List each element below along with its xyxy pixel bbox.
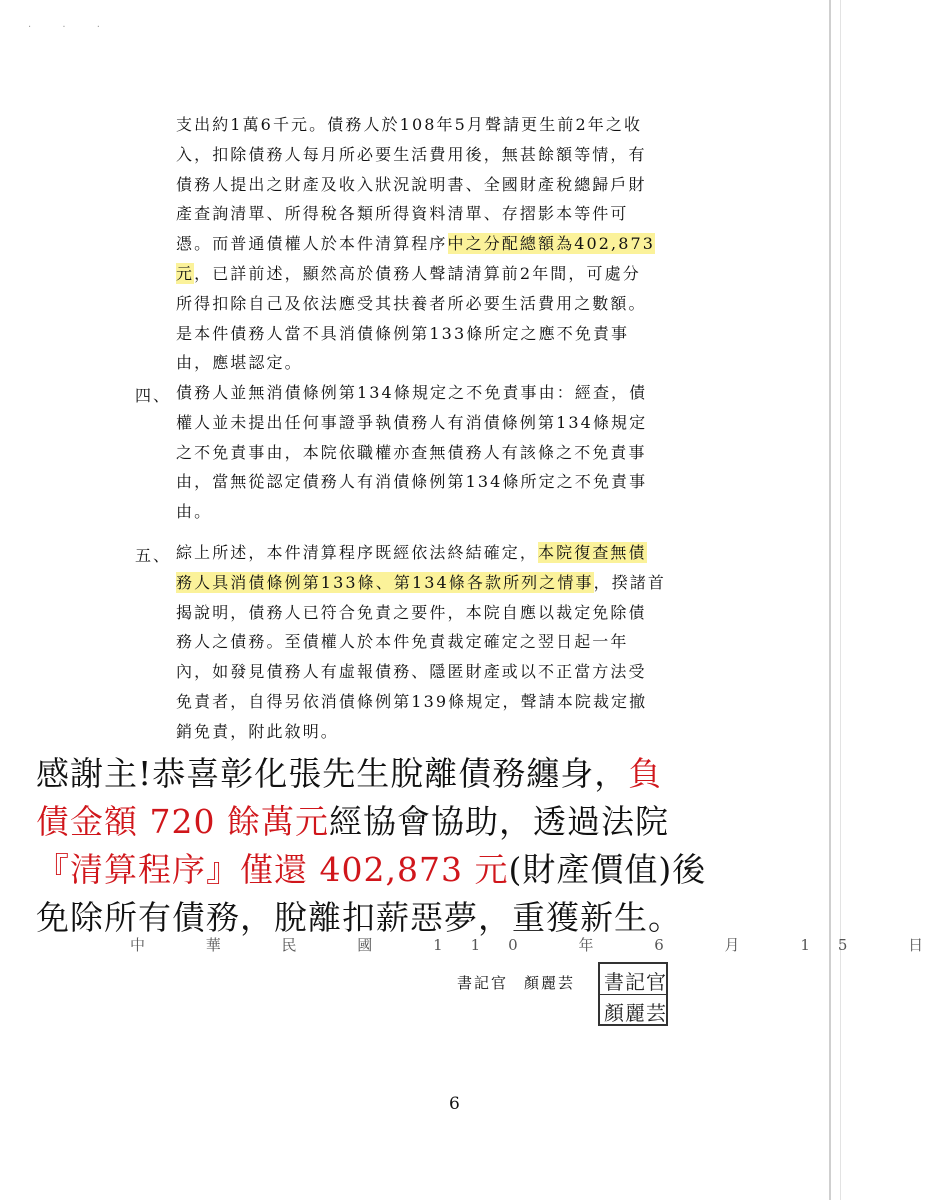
text-line: 產查詢清單、所得稅各類所得資料清單、存摺影本等件可 xyxy=(176,204,629,224)
text-line: 債務人提出之財產及收入狀況說明書、全國財產稅總歸戶財 xyxy=(176,174,647,194)
text-line xyxy=(176,229,655,259)
text-line xyxy=(176,568,666,598)
scan-marks: · · · xyxy=(28,22,114,33)
paragraph-item-5 xyxy=(176,538,666,747)
text-line: 銷免責，附此敘明。 xyxy=(176,721,339,741)
item-number-4: 四、 xyxy=(135,386,172,405)
highlighted-text: 本院復查無債 xyxy=(538,543,647,562)
text-line xyxy=(176,259,655,289)
page-right-border xyxy=(829,0,831,1200)
highlighted-text: 元 xyxy=(176,263,195,283)
announcement-text: 感謝主!恭喜彰化張先生脫離債務纏身， xyxy=(36,754,629,793)
item-number-5: 五、 xyxy=(135,546,172,565)
announcement-line-1 xyxy=(36,748,662,795)
text-run: ，揆諸首 xyxy=(593,572,666,592)
official-seal xyxy=(598,962,668,1026)
clerk-name: 顏麗芸 xyxy=(524,974,576,992)
page-number: 6 xyxy=(449,1094,460,1114)
seal-bottom-text: 顏麗芸 xyxy=(604,1001,667,1025)
text-line: 務人之債務。至債權人於本件免責裁定確定之翌日起一年 xyxy=(176,632,629,652)
highlighted-text: 中之分配總額為402,873 xyxy=(447,234,656,254)
announcement-line-2 xyxy=(36,796,669,843)
paragraph-continued xyxy=(176,110,655,378)
text-line: 由，應堪認定。 xyxy=(176,353,303,373)
text-line: 權人並未提出任何事證爭執債務人有消債條例第134條規定 xyxy=(176,412,648,432)
announcement-text: (財產價值)後 xyxy=(508,850,707,889)
announcement-overlay xyxy=(14,744,814,937)
announcement-red-text: 債金額 720 餘萬元 xyxy=(36,802,329,841)
announcement-line-4 xyxy=(36,892,682,939)
highlighted-text: 務人具消債條例第133條、第134條各款所列之情事 xyxy=(176,572,594,592)
text-line: 債務人並無消債條例第134條規定之不免責事由：經查，債 xyxy=(176,383,648,402)
announcement-red-text: 負 xyxy=(628,754,663,793)
announcement-text: 經協會協助，透過法院 xyxy=(328,802,669,841)
text-line: 免責者，自得另依消債條例第139條規定，聲請本院裁定撤 xyxy=(176,691,648,711)
text-run: 憑。而普通債權人於本件清算程序 xyxy=(176,234,448,254)
text-line: 內，如發見債務人有虛報債務、隱匿財產或以不正當方法受 xyxy=(176,662,647,682)
text-line xyxy=(176,538,666,568)
text-line: 是本件債務人當不具消債條例第133條所定之應不免責事 xyxy=(176,323,630,343)
text-line: 支出約1萬6千元。債務人於108年5月聲請更生前2年之收 xyxy=(176,115,643,134)
seal-top-text: 書記官 xyxy=(604,970,667,994)
announcement-red-text: 『清算程序』僅還 402,873 元 xyxy=(36,850,509,889)
page-right-border-faint xyxy=(840,0,841,1200)
text-line: 由，當無從認定債務人有消債條例第134條所定之不免責事 xyxy=(176,472,648,492)
paragraph-item-4 xyxy=(176,378,647,527)
clerk-title: 書記官 xyxy=(457,974,509,992)
clerk-signature xyxy=(457,972,591,993)
text-run: 綜上所述，本件清算程序既經依法終結確定， xyxy=(176,543,539,562)
text-line: 入，扣除債務人每月所必要生活費用後，無甚餘額等情，有 xyxy=(176,144,647,164)
text-run: ，已詳前述，顯然高於債務人聲請清算前2年間，可處分 xyxy=(194,263,641,283)
text-line: 之不免責事由，本院依職權亦查無債務人有該條之不免責事 xyxy=(176,442,647,462)
announcement-text: 免除所有債務，脫離扣薪惡夢，重獲新生。 xyxy=(36,898,682,937)
text-line: 由。 xyxy=(176,502,213,522)
text-line: 所得扣除自己及依法應受其扶養者所必要生活費用之數額。 xyxy=(176,293,647,313)
seal-divider xyxy=(600,994,666,995)
text-line: 揭說明，債務人已符合免責之要件，本院自應以裁定免除債 xyxy=(176,602,647,622)
announcement-line-3 xyxy=(36,844,706,891)
date-line-fragment: 中 華 民 國 110 年 6 月 15 日 xyxy=(130,936,951,954)
